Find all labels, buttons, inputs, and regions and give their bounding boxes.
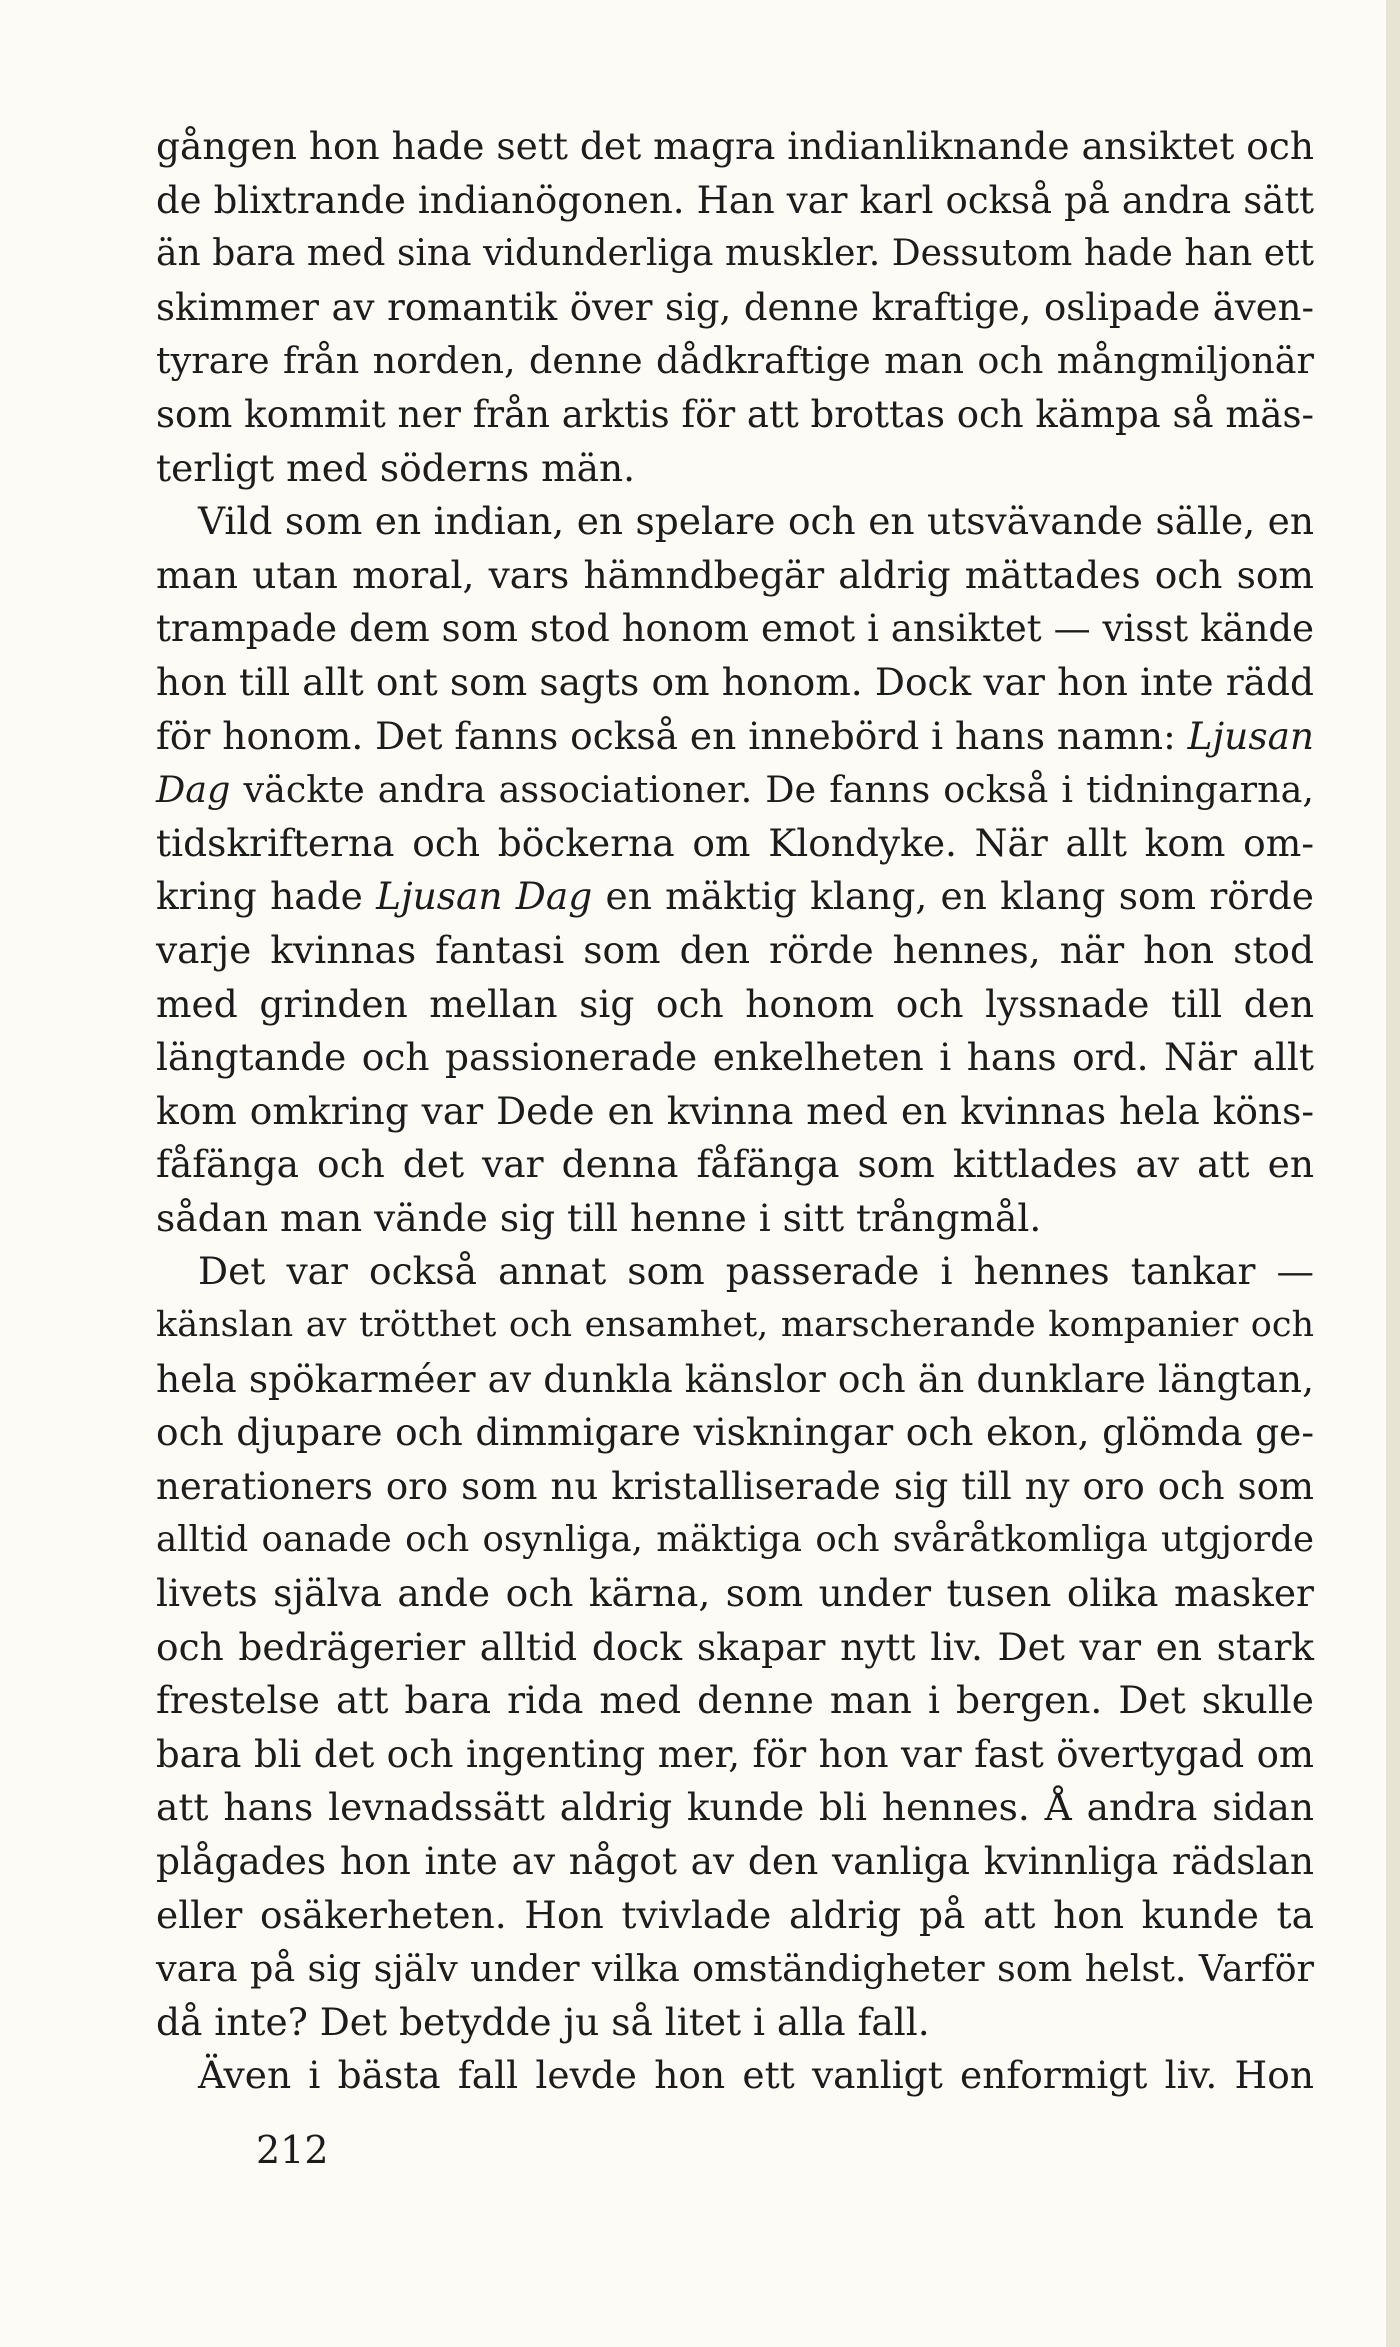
italic-text-run: Dag <box>156 768 231 812</box>
text-run: som kommit ner från arktis för att brottas och kämpa så mäs- <box>156 392 1314 436</box>
text-line <box>156 1674 1314 1728</box>
text-line <box>156 495 1314 549</box>
text-run: en mäktig klang, en klang som rörde <box>592 874 1314 919</box>
text-run: fåfänga och det var denna fåfänga som kittlades av att en <box>156 1142 1314 1187</box>
text-line <box>156 1245 1314 1299</box>
text-run: kom omkring var Dede en kvinna med en kvinnas hela köns- <box>156 1088 1314 1133</box>
text-line <box>156 656 1314 710</box>
text-run: man utan moral, vars hämndbegär aldrig mättades och som <box>156 552 1314 597</box>
text-run: Vild som en indian, en spelare och en utsvävande sälle, en <box>198 499 1314 544</box>
page-edge <box>1386 0 1400 2347</box>
text-run: tidskrifterna och böckerna om Klondyke. När allt kom om- <box>156 820 1314 865</box>
text-run: Det var också annat som passerade i hennes tankar — <box>198 1249 1314 1294</box>
text-line <box>156 1192 1314 1246</box>
text-line <box>156 870 1314 924</box>
text-line <box>156 120 1314 174</box>
text-line <box>156 334 1314 388</box>
text-line <box>156 1406 1314 1460</box>
text-line <box>156 442 1314 496</box>
text-line <box>156 1138 1314 1192</box>
text-line <box>156 978 1314 1032</box>
text-run: längtande och passionerade enkelheten i hans ord. När allt <box>156 1035 1314 1080</box>
text-line <box>156 281 1314 335</box>
text-run: kring hade <box>156 874 377 919</box>
text-run: med grinden mellan sig och honom och lyssnade till den <box>156 981 1314 1026</box>
text-run: än bara med sina vidunderliga muskler. Dessutom hade han ett <box>156 233 1314 275</box>
text-run: bara bli det och ingenting mer, för hon var fast övertygad om <box>156 1732 1314 1776</box>
text-line <box>156 1996 1314 2050</box>
text-run: plågades hon inte av något av den vanliga kvinnliga rädslan <box>156 1839 1314 1883</box>
text-run: de blixtrande indianögonen. Han var karl också på andra sätt <box>156 178 1314 222</box>
text-run: tyrare från norden, denne dådkraftige man och mångmiljonär <box>156 339 1314 383</box>
text-line <box>156 549 1314 603</box>
text-run: livets själva ande och kärna, som under tusen olika masker <box>156 1571 1314 1616</box>
text-run: att hans levnadssätt aldrig kunde bli hennes. Å andra sidan <box>156 1785 1314 1830</box>
text-line <box>156 924 1314 978</box>
text-line <box>156 1299 1314 1353</box>
text-line <box>156 388 1314 442</box>
text-line <box>156 1781 1314 1835</box>
text-run: gången hon hade sett det magra indianliknande ansiktet och <box>156 124 1314 168</box>
italic-text-run: Ljusan Dag <box>376 874 593 919</box>
text-run: trampade dem som stod honom emot i ansiktet — visst kände <box>156 607 1314 651</box>
text-run: hon till allt ont som sagts om honom. Dock var hon inte rädd <box>156 659 1314 704</box>
text-line <box>156 1889 1314 1943</box>
text-run: hela spökarméer av dunkla känslor och än dunklare längtan, <box>156 1356 1314 1401</box>
text-run: terligt med söderns män. <box>156 445 636 490</box>
text-run: sådan man vände sig till henne i sitt trångmål. <box>156 1195 1042 1240</box>
text-run: och bedrägerier alltid dock skapar nytt liv. Det var en stark <box>156 1624 1314 1669</box>
text-line <box>156 174 1314 228</box>
text-line <box>156 1942 1314 1996</box>
text-line <box>156 1835 1314 1889</box>
italic-text-run: Ljusan <box>1187 713 1315 758</box>
body-text <box>156 120 1314 2103</box>
text-run: varje kvinnas fantasi som den rörde hennes, när hon stod <box>156 927 1314 972</box>
text-line <box>156 763 1314 817</box>
text-line <box>156 602 1314 656</box>
text-run: känslan av trötthet och ensamhet, marscherande kompanier och <box>156 1305 1314 1346</box>
text-line <box>156 1728 1314 1782</box>
text-run: då inte? Det betydde ju så litet i alla fall. <box>156 1999 930 2044</box>
text-run: Även i bästa fall levde hon ett vanligt enformigt liv. Hon <box>198 2053 1314 2098</box>
text-line <box>156 1085 1314 1139</box>
text-run: nerationers oro som nu kristalliserade sig till ny oro och som <box>156 1464 1314 1508</box>
text-run: skimmer av romantik över sig, denne kraftige, oslipade även- <box>156 285 1314 329</box>
text-line <box>156 227 1314 281</box>
text-line <box>156 1460 1314 1514</box>
text-line <box>156 710 1314 764</box>
text-run: eller osäkerheten. Hon tvivlade aldrig på att hon kunde ta <box>156 1892 1314 1937</box>
text-run: frestelse att bara rida med denne man i bergen. Det skulle <box>156 1678 1314 1723</box>
text-line <box>156 2049 1314 2103</box>
text-line <box>156 1353 1314 1407</box>
text-run: väckte andra associationer. De fanns också i tidningarna, <box>230 768 1314 812</box>
text-run: alltid oanade och osynliga, mäktiga och svåråtkomliga utgjorde <box>156 1519 1314 1561</box>
text-line <box>156 1621 1314 1675</box>
page-number: 212 <box>256 2128 329 2172</box>
text-line <box>156 1567 1314 1621</box>
text-run: för honom. Det fanns också en innebörd i hans namn: <box>156 713 1188 758</box>
text-line <box>156 817 1314 871</box>
text-line <box>156 1513 1314 1567</box>
text-line <box>156 1031 1314 1085</box>
text-run: och djupare och dimmigare viskningar och ekon, glömda ge- <box>156 1410 1314 1455</box>
text-run: vara på sig själv under vilka omständigheter som helst. Varför <box>156 1947 1314 1991</box>
